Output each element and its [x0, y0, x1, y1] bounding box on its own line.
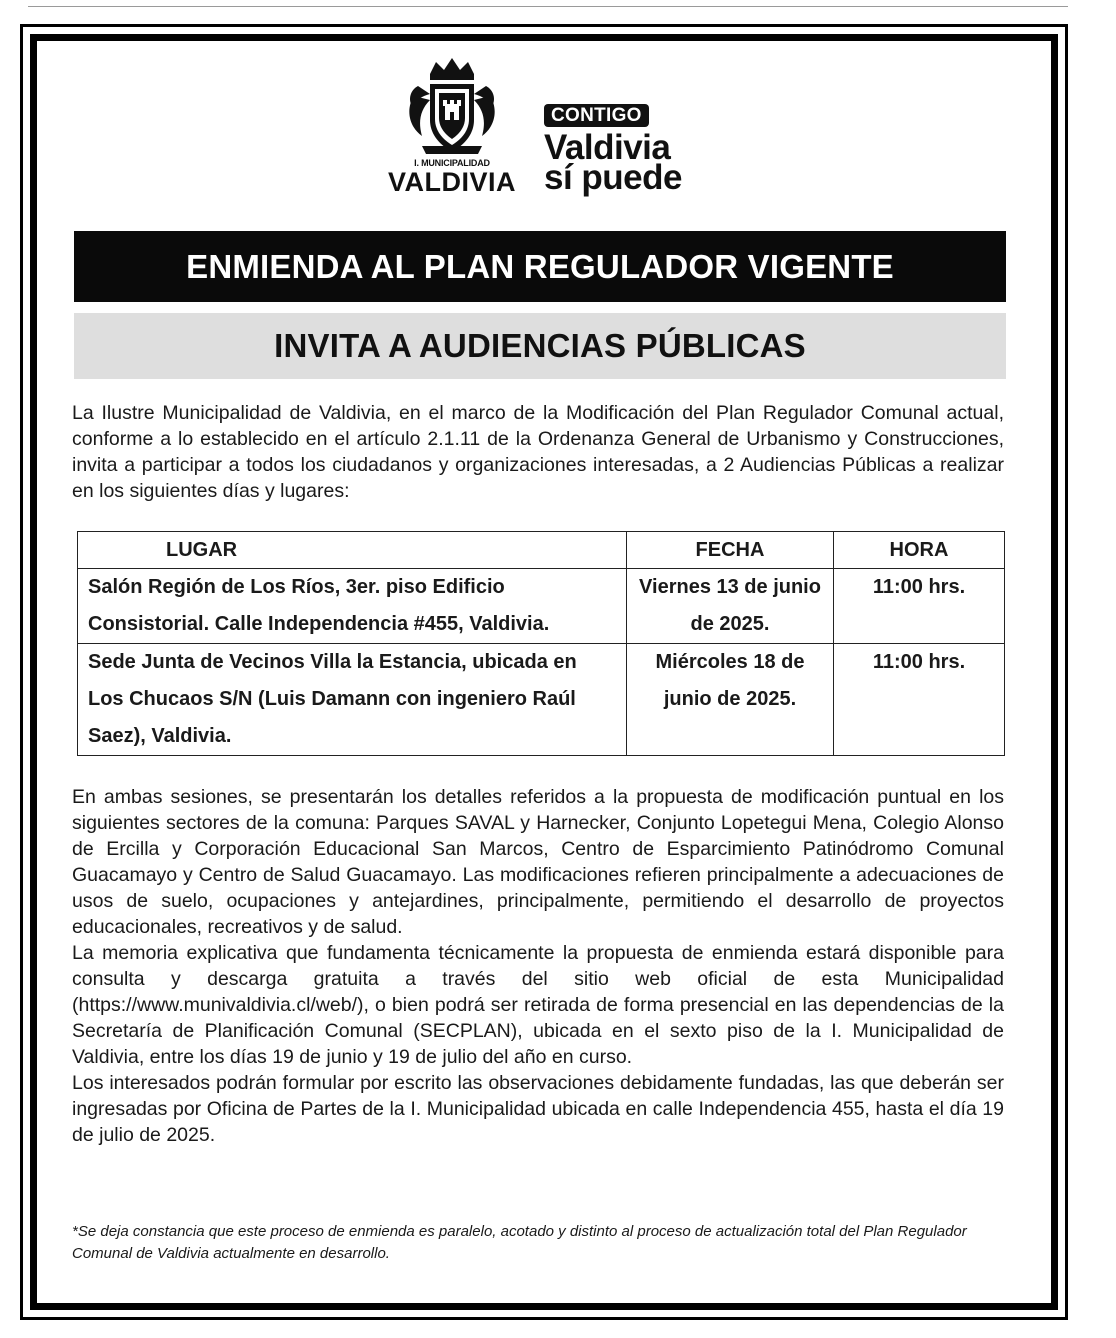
cell-lugar: Sede Junta de Vecinos Villa la Estancia, ubicada en Los Chucaos S/N (Luis Damann con ingeniero Raúl Saez), Valdivia. [78, 644, 627, 756]
municipality-name: VALDIVIA [387, 167, 516, 197]
slogan-line-1: Valdivia [544, 128, 671, 167]
slogan-line-2: sí puede [544, 158, 682, 197]
coat-of-arms-icon [400, 56, 504, 160]
footnote: *Se deja constancia que este proceso de enmienda es paralelo, acotado y distinto al proceso de actualización total del Plan Regulador Comunal de Valdivia actualmente en desarrollo. [72, 1223, 967, 1262]
cell-hora: 11:00 hrs. [834, 569, 1005, 644]
header-hora: HORA [834, 532, 1005, 569]
municipality-logo [376, 56, 528, 206]
page-subtitle: INVITA A AUDIENCIAS PÚBLICAS [74, 313, 1006, 379]
body-text [72, 784, 1004, 1148]
cell-fecha: Miércoles 18 de junio de 2025. [627, 644, 834, 756]
slogan-logo [544, 104, 724, 204]
table-header-row [78, 532, 1005, 569]
table-row [78, 644, 1005, 756]
top-rule [28, 6, 1068, 7]
page-title: ENMIENDA AL PLAN REGULADOR VIGENTE [74, 231, 1006, 302]
body-paragraph-3: Los interesados podrán formular por escrito las observaciones debidamente fundadas, las que deberán ser ingresadas por Oficina de Partes de la I. Municipalidad ubicada en calle Independencia 455, hasta el día 19 de julio de 2025. [72, 1072, 1004, 1146]
body-paragraph-2: La memoria explicativa que fundamenta técnicamente la propuesta de enmienda estará disponible para consulta y descarga gratuita a través del sitio web oficial de esta Municipalidad (https://www.munivaldivia.cl/web/), o bien podrá ser retirada de forma presencial en las dependencias de la Secretaría de Planificación Comunal (SECPLAN), ubicada en el sexto piso de la I. Municipalidad de Valdivia, entre los días 19 de junio y 19 de julio del año en curso. [72, 942, 1004, 1068]
intro-paragraph: La Ilustre Municipalidad de Valdivia, en el marco de la Modificación del Plan Regulador Comunal actual, conforme a lo establecido en el artículo 2.1.11 de la Ordenanza General de Urbanismo y Construcciones, invita a participar a todos los ciudadanos y organizaciones interesadas, a 2 Audiencias Públicas a realizar en los siguientes días y lugares: [72, 402, 1004, 502]
table-row [78, 569, 1005, 644]
cell-hora: 11:00 hrs. [834, 644, 1005, 756]
slogan-badge: CONTIGO [544, 104, 649, 127]
header-fecha: FECHA [627, 532, 834, 569]
municipality-caption: I. MUNICIPALIDAD [414, 158, 490, 168]
body-paragraph-1: En ambas sesiones, se presentarán los detalles referidos a la propuesta de modificación puntual en los siguientes sectores de la comuna: Parques SAVAL y Harnecker, Conjunto Lopetegui Mena, Colegio Alonso de Ercilla y Corporación Educacional San Marcos, Centro de Esparcimiento Patinódromo Comunal Guacamayo y Centro de Salud Guacamayo. Las modificaciones refieren principalmente a adecuaciones de usos de suelo, ocupaciones y antejardines, principalmente, permitiendo el desarrollo de proyectos educacionales, recreativos y de salud. [72, 786, 1004, 938]
schedule-table [77, 531, 1005, 756]
header-lugar: LUGAR [78, 532, 627, 569]
cell-lugar: Salón Región de Los Ríos, 3er. piso Edificio Consistorial. Calle Independencia #455, Valdivia. [78, 569, 627, 644]
cell-fecha: Viernes 13 de junio de 2025. [627, 569, 834, 644]
